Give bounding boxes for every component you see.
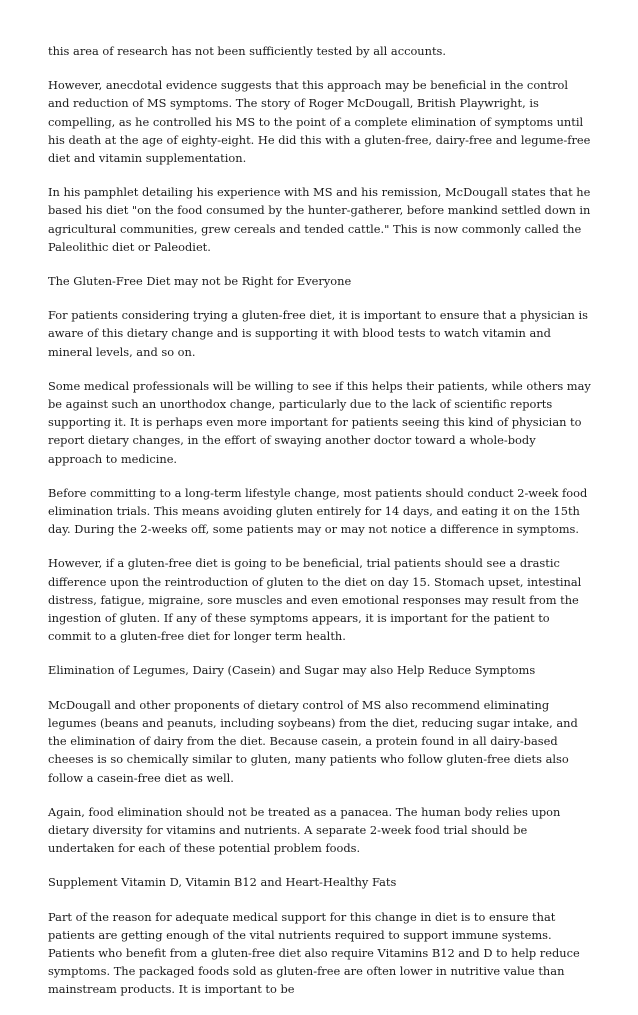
paragraph-research-untested: this area of research has not been sufficiently tested by all accounts.: [48, 44, 447, 58]
paragraph-medical-support-nutrients: Part of the reason for adequate medical support for this change in diet is to ensure that patients are getting enough of the vital nutrients required to support immune systems. Patients who benefit from a gluten-free diet also require Vitamins B12 and D to help reduce symptoms. The packaged foods sold as gluten-free are often lower in nutritive value than mainstream products. It is important to be: [48, 909, 580, 997]
paragraph-food-elimination-panacea: Again, food elimination should not be treated as a panacea. The human body relies upon dietary diversity for vitamins and nutrients. A separate 2-week food trial should be undertaken for each of these potential problem foods.: [48, 804, 561, 856]
paragraph-casein-legumes: McDougall and other proponents of dietary control of MS also recommend eliminating legumes (beans and peanuts, including soybeans) from the diet, reducing sugar intake, and the elimination of dairy from the diet. Because casein, a protein found in all dairy-based cheeses is so chemically similar to gluten, many patients who follow gluten-free diets also follow a casein-free diet as well.: [48, 697, 578, 785]
paragraph-anecdotal-evidence: However, anecdotal evidence suggests that this approach may be beneficial in the control and reduction of MS symptoms. The story of Roger McDougall, British Playwright, is compelling, as he controlled his MS to the point of a complete elimination of symptoms until his death at the age of eighty-eight. He did this with a gluten-free, dairy-free and legume-free diet and vitamin supplementation.: [48, 78, 591, 166]
paragraph-mcdougall-pamphlet: In his pamphlet detailing his experience with MS and his remission, McDougall states that he based his diet "on the food consumed by the hunter-gatherer, before mankind settled down in agricultural communities, grew cereals and tended cattle." This is now commonly called the Paleolithic diet or Paleodiet.: [48, 185, 591, 254]
section-heading-supplement-vitamins: Supplement Vitamin D, Vitamin B12 and Heart-Healthy Fats: [48, 875, 397, 890]
paragraph-physician-awareness: For patients considering trying a gluten-free diet, it is important to ensure that a physician is aware of this dietary change and is supporting it with blood tests to watch vitamin and mineral levels, and so on.: [48, 308, 588, 359]
document-page: [48, 42, 592, 1015]
section-heading-gluten-free-diet: The Gluten-Free Diet may not be Right for Everyone: [48, 274, 352, 289]
section-heading-elimination-legumes: Elimination of Legumes, Dairy (Casein) and Sugar may also Help Reduce Symptoms: [48, 663, 536, 678]
paragraph-medical-professionals: Some medical professionals will be willing to see if this helps their patients, while others may be against such an unorthodox change, particularly due to the lack of scientific reports supporting it. It is perhaps even more important for patients seeing this kind of physician to report dietary changes, in the effort of swaying another doctor toward a whole-body approach to medicine.: [48, 378, 591, 466]
paragraph-elimination-trials: Before committing to a long-term lifestyle change, most patients should conduct 2-week food elimination trials. This means avoiding gluten entirely for 14 days, and eating it on the 15th day. During the 2-weeks off, some patients may or may not notice a difference in symptoms.: [48, 485, 588, 537]
paragraph-reintroduction-symptoms: However, if a gluten-free diet is going to be beneficial, trial patients should see a drastic difference upon the reintroduction of gluten to the diet on day 15. Stomach upset, intestinal distress, fatigue, migraine, sore muscles and even emotional responses may result from the ingestion of gluten. If any of these symptoms appears, it is important for the patient to commit to a gluten-free diet for longer term health.: [48, 556, 582, 644]
